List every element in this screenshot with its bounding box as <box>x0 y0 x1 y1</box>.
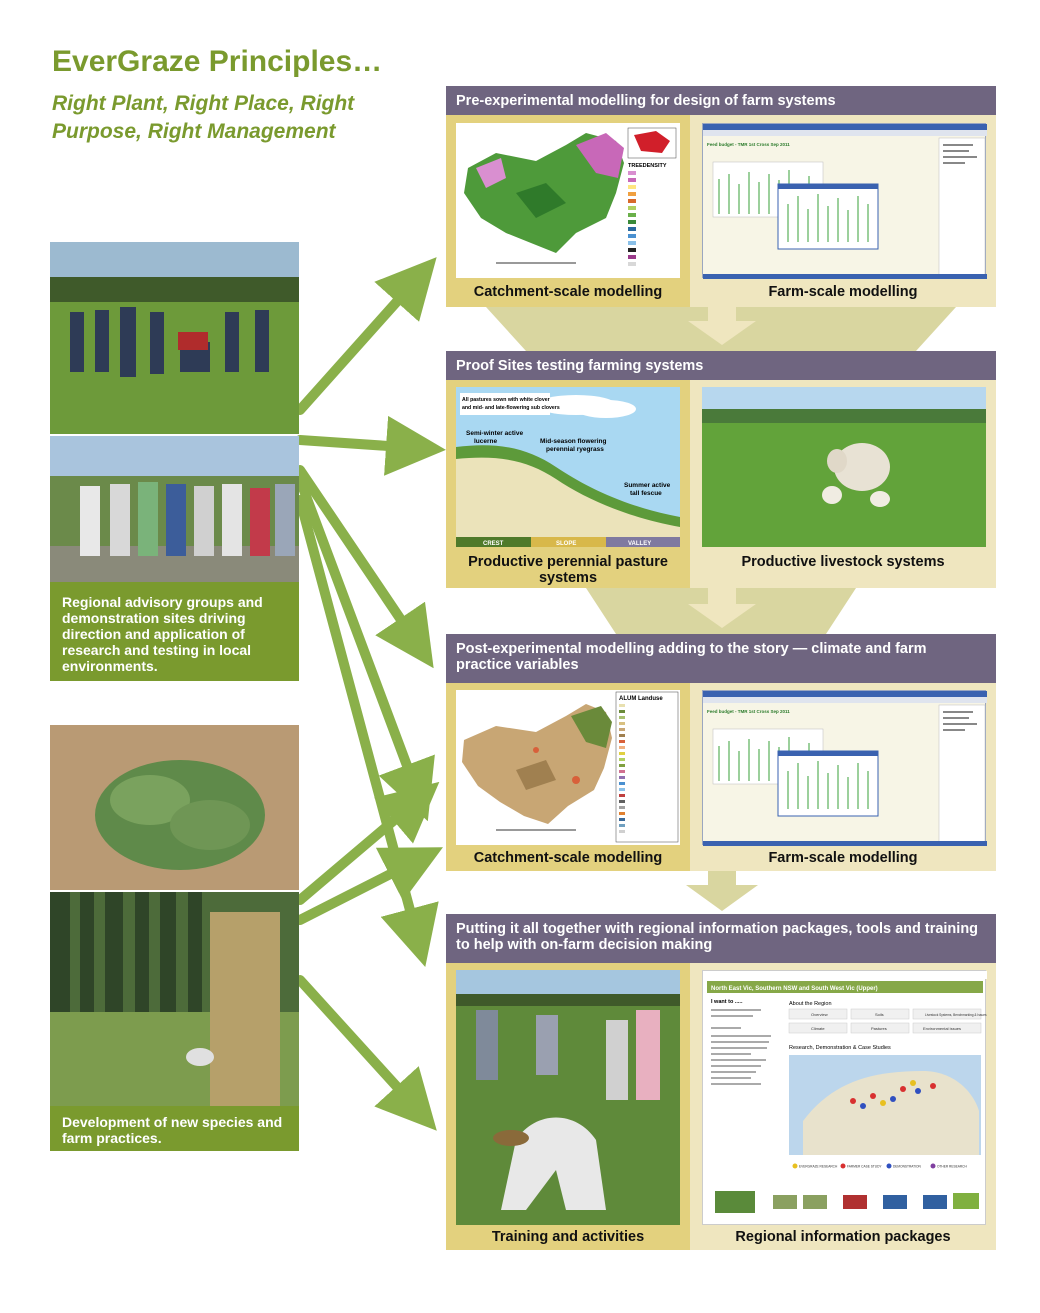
regional-web-page-screenshot <box>702 970 986 1225</box>
zone-slope: SLOPE <box>556 541 577 547</box>
alum-landuse-map-image <box>456 690 680 845</box>
farm-model-window-title: Feed budget - TMR 1st Cross Sep 2011 <box>707 709 790 714</box>
section-pre-experimental <box>446 86 996 307</box>
ryegrass-label-line1: Mid-season flowering <box>540 438 607 445</box>
web-want-to: I want to ..... <box>711 999 743 1005</box>
section-heading: Post-experimental modelling adding to the story — climate and farm practice variables <box>446 634 996 683</box>
web-btn-pastures[interactable]: Pastures <box>871 1026 887 1031</box>
web-btn-overview[interactable]: Overview <box>811 1012 828 1017</box>
plantation-with-sheep-photo <box>50 892 299 1106</box>
panel-label: Regional information packages <box>735 1229 951 1245</box>
panel-label: Productive livestock systems <box>741 554 945 570</box>
web-btn-climate[interactable]: Climate <box>811 1026 825 1031</box>
panel-label: Catchment-scale modelling <box>473 284 663 300</box>
livestock-photo <box>702 387 986 547</box>
page-title: EverGraze Principles… <box>52 45 383 78</box>
web-research-heading: Research, Demonstration & Case Studies <box>789 1045 891 1051</box>
training-photo <box>456 970 680 1225</box>
section-heading: Pre-experimental modelling for design of farm systems <box>446 86 996 115</box>
fescue-label-line1: Summer active <box>624 482 671 489</box>
farm-model-screenshot <box>702 123 986 278</box>
pasture-diagram <box>456 387 680 547</box>
regional-advisory-caption: Regional advisory groups and demonstration sites driving direction and application of research and testing in local environments. <box>50 582 299 681</box>
arrow-2 <box>300 440 418 448</box>
web-about-region: About the Region <box>789 1001 832 1007</box>
farmers-in-field-photo <box>50 242 299 434</box>
catchment-map-image <box>456 123 680 278</box>
web-btn-livestock[interactable]: Livestock Systems, Benchmarking & Issues <box>925 1013 987 1017</box>
web-region-title: North East Vic, Southern NSW and South West Vic (Upper) <box>711 986 878 992</box>
web-btn-environmental[interactable]: Environmental issues <box>923 1026 962 1031</box>
web-btn-soils[interactable]: Soils <box>875 1012 884 1017</box>
new-plant-species-photo <box>50 725 299 890</box>
pasture-note-line2: and mid- and late-flowering sub clovers <box>462 405 560 411</box>
section-heading: Proof Sites testing farming systems <box>446 351 996 380</box>
zone-crest: CREST <box>483 541 504 547</box>
panel-label: Training and activities <box>491 1229 645 1245</box>
treedensity-legend-title: TREEDENSITY <box>628 163 667 169</box>
farm-model-window-title: Feed budget - TMR 1st Cross Sep 2011 <box>707 142 790 147</box>
section-putting-together <box>446 914 996 1250</box>
lucerne-label-line1: Semi-winter active <box>466 430 524 437</box>
ryegrass-label-line2: perennial ryegrass <box>546 446 604 453</box>
panel-label: Productive perennial pasture systems <box>468 554 668 586</box>
connector-2 <box>446 588 996 634</box>
web-legend-other: OTHER RESEARCH <box>937 1164 967 1169</box>
arrow-1 <box>300 278 418 410</box>
web-legend-evergraze: EVERGRAZE RESEARCH <box>799 1164 838 1169</box>
panel-label: Farm-scale modelling <box>768 850 918 866</box>
connector-1 <box>446 307 996 351</box>
panel-label: Catchment-scale modelling <box>473 850 663 866</box>
section-heading: Putting it all together with regional information packages, tools and training to help with on-farm decision making <box>446 914 996 963</box>
development-caption: Development of new species and farm practices. <box>50 1106 299 1151</box>
zone-valley: VALLEY <box>628 541 652 547</box>
fescue-label-line2: tall fescue <box>630 490 662 497</box>
panel-label: Farm-scale modelling <box>768 284 918 300</box>
section-post-experimental <box>446 634 996 871</box>
pasture-note-line1: All pastures sown with white clover <box>462 397 550 403</box>
web-legend-farmer: FARMER CASE STUDY <box>847 1164 882 1169</box>
farm-model-screenshot <box>702 690 986 845</box>
connector-3 <box>446 871 996 914</box>
alum-legend-title: ALUM Landuse <box>619 696 663 702</box>
web-legend-demonstration: DEMONSTRATION <box>893 1164 921 1169</box>
lucerne-label-line2: lucerne <box>474 438 498 445</box>
page-subtitle: Right Plant, Right Place, Right Purpose, Right Management <box>52 92 355 143</box>
arrow-4 <box>300 480 418 795</box>
regional-group-photo <box>50 436 299 582</box>
arrow-8 <box>300 980 418 1110</box>
section-proof-sites <box>446 351 996 588</box>
